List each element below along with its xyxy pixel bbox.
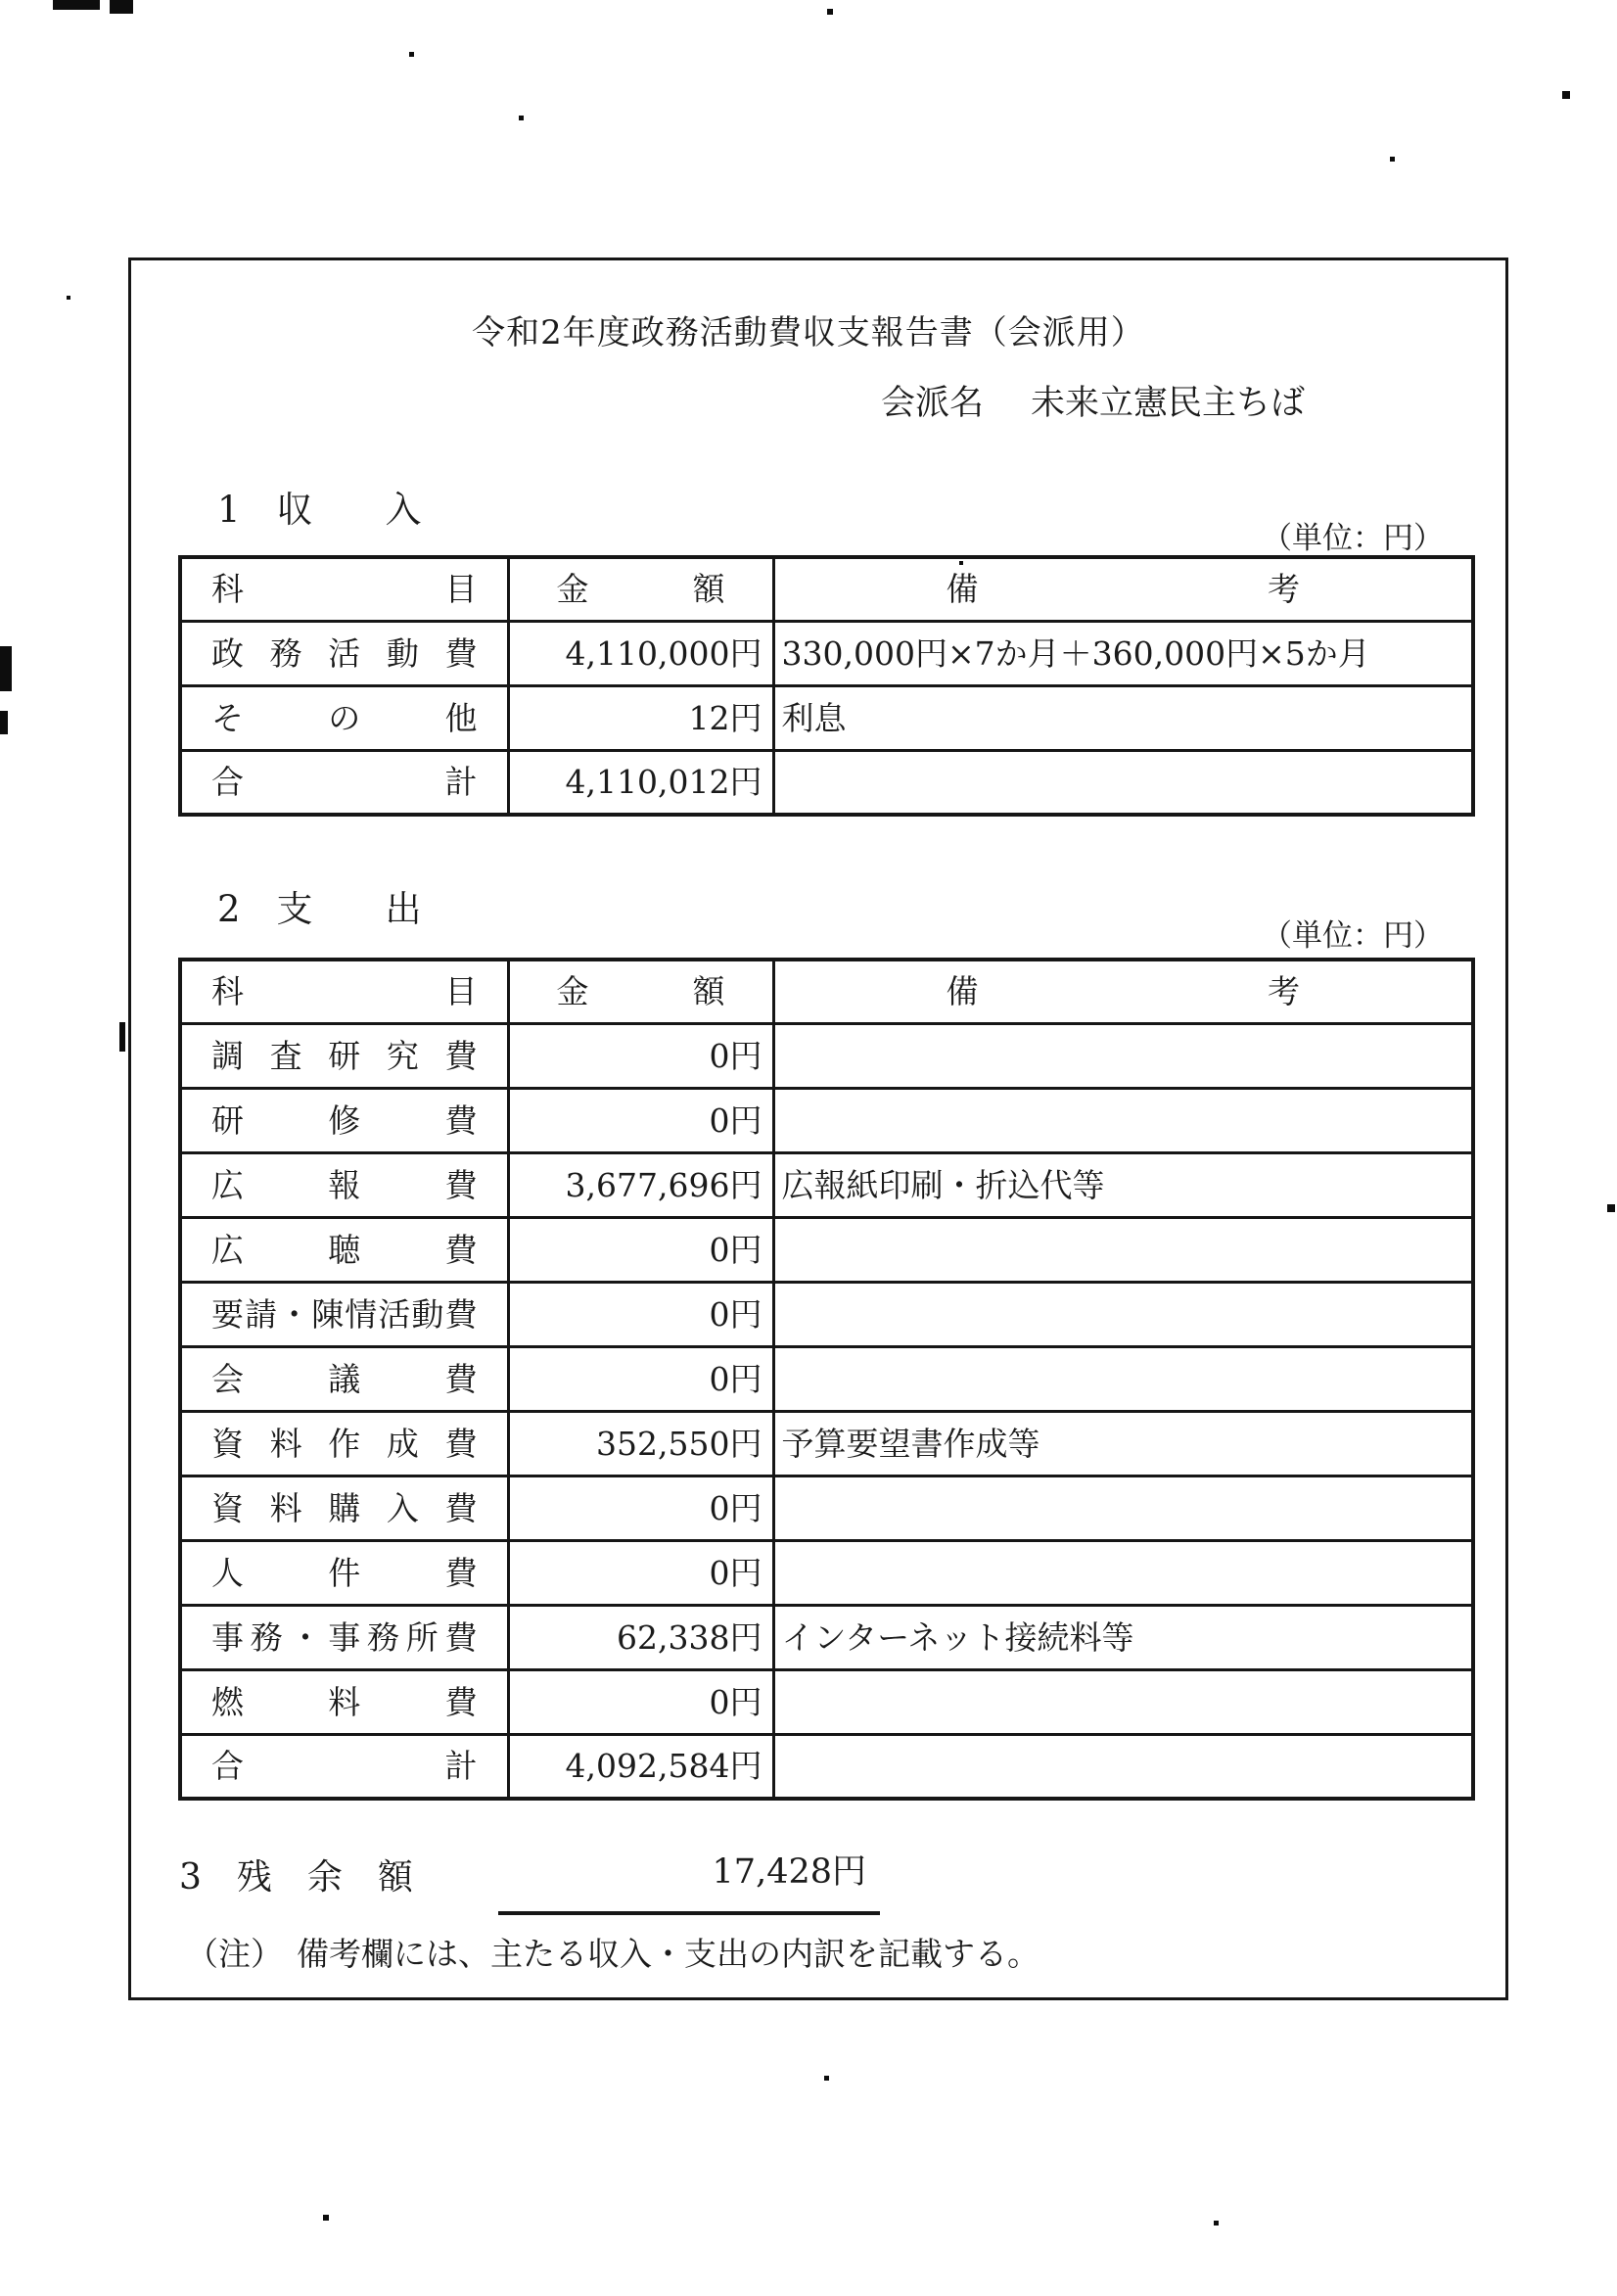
expense-amount-cell: 0円 <box>508 1476 773 1540</box>
expense-header-note: 備考 <box>773 960 1473 1023</box>
scan-noise <box>0 711 8 734</box>
income-item-cell: 政務活動費 <box>180 621 508 685</box>
scan-noise <box>1562 91 1570 99</box>
expense-note-cell <box>773 1023 1473 1088</box>
income-note-cell <box>773 750 1473 815</box>
expense-note-cell: 広報紙印刷・折込代等 <box>773 1152 1473 1217</box>
expense-note-cell: 予算要望書作成等 <box>773 1411 1473 1476</box>
balance-amount: 17,428円 <box>498 1851 880 1915</box>
expense-header-amount: 金額 <box>508 960 773 1023</box>
expense-note-cell <box>773 1669 1473 1734</box>
scan-noise <box>0 646 12 691</box>
expense-amount-cell: 3,677,696円 <box>508 1152 773 1217</box>
expense-note-cell <box>773 1217 1473 1282</box>
expense-item-cell: 資料作成費 <box>180 1411 508 1476</box>
expense-amount-cell: 0円 <box>508 1282 773 1346</box>
table-row <box>180 1605 1473 1669</box>
table-row <box>180 1476 1473 1540</box>
expense-header-row <box>180 960 1473 1023</box>
expense-item-cell: 事務・事務所費 <box>180 1605 508 1669</box>
scan-noise <box>409 52 414 57</box>
expense-table <box>178 958 1475 1801</box>
expense-item-cell: 広報費 <box>180 1152 508 1217</box>
expense-item-cell: 燃料費 <box>180 1669 508 1734</box>
table-row <box>180 1540 1473 1605</box>
income-header-note: 備考 <box>773 557 1473 621</box>
scan-noise <box>519 116 524 120</box>
scan-noise <box>1607 1204 1615 1212</box>
table-row <box>180 621 1473 685</box>
scan-noise <box>53 0 100 10</box>
table-row <box>180 1217 1473 1282</box>
table-row <box>180 1411 1473 1476</box>
scan-noise <box>323 2215 329 2221</box>
footnote-prefix: （注） <box>186 1935 283 1973</box>
table-row <box>180 685 1473 750</box>
scan-noise <box>1390 157 1395 162</box>
expense-amount-cell: 0円 <box>508 1669 773 1734</box>
scan-noise <box>110 0 133 14</box>
expense-section-heading: 2 支 出 <box>217 888 422 930</box>
expense-amount-cell: 0円 <box>508 1217 773 1282</box>
expense-amount-cell: 352,550円 <box>508 1411 773 1476</box>
expense-note-cell: インターネット接続料等 <box>773 1605 1473 1669</box>
income-header-amount: 金額 <box>508 557 773 621</box>
footnote <box>186 1929 1040 1975</box>
expense-note-cell <box>773 1346 1473 1411</box>
table-row <box>180 750 1473 815</box>
income-table <box>178 555 1475 817</box>
expense-item-cell: 広聴費 <box>180 1217 508 1282</box>
income-item-cell: 合計 <box>180 750 508 815</box>
expense-amount-cell: 0円 <box>508 1023 773 1088</box>
expense-note-cell <box>773 1734 1473 1799</box>
table-row <box>180 1088 1473 1152</box>
expense-header-item: 科目 <box>180 960 508 1023</box>
faction-name-value: 未来立憲民主ちば <box>1031 384 1306 423</box>
faction-line <box>881 376 1305 425</box>
table-row <box>180 1346 1473 1411</box>
scan-noise <box>67 296 70 300</box>
table-row <box>180 1669 1473 1734</box>
expense-amount-cell: 0円 <box>508 1540 773 1605</box>
expense-amount-cell: 0円 <box>508 1346 773 1411</box>
scan-noise <box>827 9 833 15</box>
expense-note-cell <box>773 1088 1473 1152</box>
income-item-cell: その他 <box>180 685 508 750</box>
scan-noise <box>1214 2221 1219 2226</box>
expense-amount-cell: 4,092,584円 <box>508 1734 773 1799</box>
income-unit-label: （単位：円） <box>1262 521 1444 556</box>
income-amount-cell: 12円 <box>508 685 773 750</box>
expense-item-cell: 会議費 <box>180 1346 508 1411</box>
income-header-item: 科目 <box>180 557 508 621</box>
expense-item-cell: 資料購入費 <box>180 1476 508 1540</box>
table-row <box>180 1152 1473 1217</box>
expense-item-cell: 人件費 <box>180 1540 508 1605</box>
expense-item-cell: 研修費 <box>180 1088 508 1152</box>
document-title: 令和2年度政務活動費収支報告書（会派用） <box>472 313 1145 352</box>
scan-noise <box>824 2076 829 2081</box>
scan-noise <box>119 1022 125 1052</box>
expense-note-cell <box>773 1540 1473 1605</box>
expense-item-cell: 調査研究費 <box>180 1023 508 1088</box>
expense-amount-cell: 0円 <box>508 1088 773 1152</box>
expense-note-cell <box>773 1282 1473 1346</box>
income-section-heading: 1 収 入 <box>217 489 422 531</box>
faction-name-label: 会派名 <box>881 384 985 423</box>
expense-item-cell: 要請・陳情活動費 <box>180 1282 508 1346</box>
table-row <box>180 1282 1473 1346</box>
income-amount-cell: 4,110,000円 <box>508 621 773 685</box>
expense-note-cell <box>773 1476 1473 1540</box>
income-note-cell: 330,000円×7か月＋360,000円×5か月 <box>773 621 1473 685</box>
expense-amount-cell: 62,338円 <box>508 1605 773 1669</box>
expense-item-cell: 合計 <box>180 1734 508 1799</box>
balance-section-heading: 3 残 余 額 <box>179 1857 413 1898</box>
table-row <box>180 1734 1473 1799</box>
income-amount-cell: 4,110,012円 <box>508 750 773 815</box>
table-row <box>180 1023 1473 1088</box>
income-note-cell: 利息 <box>773 685 1473 750</box>
income-header-row <box>180 557 1473 621</box>
expense-unit-label: （単位：円） <box>1262 918 1444 954</box>
footnote-text: 備考欄には、主たる収入・支出の内訳を記載する。 <box>297 1935 1040 1973</box>
